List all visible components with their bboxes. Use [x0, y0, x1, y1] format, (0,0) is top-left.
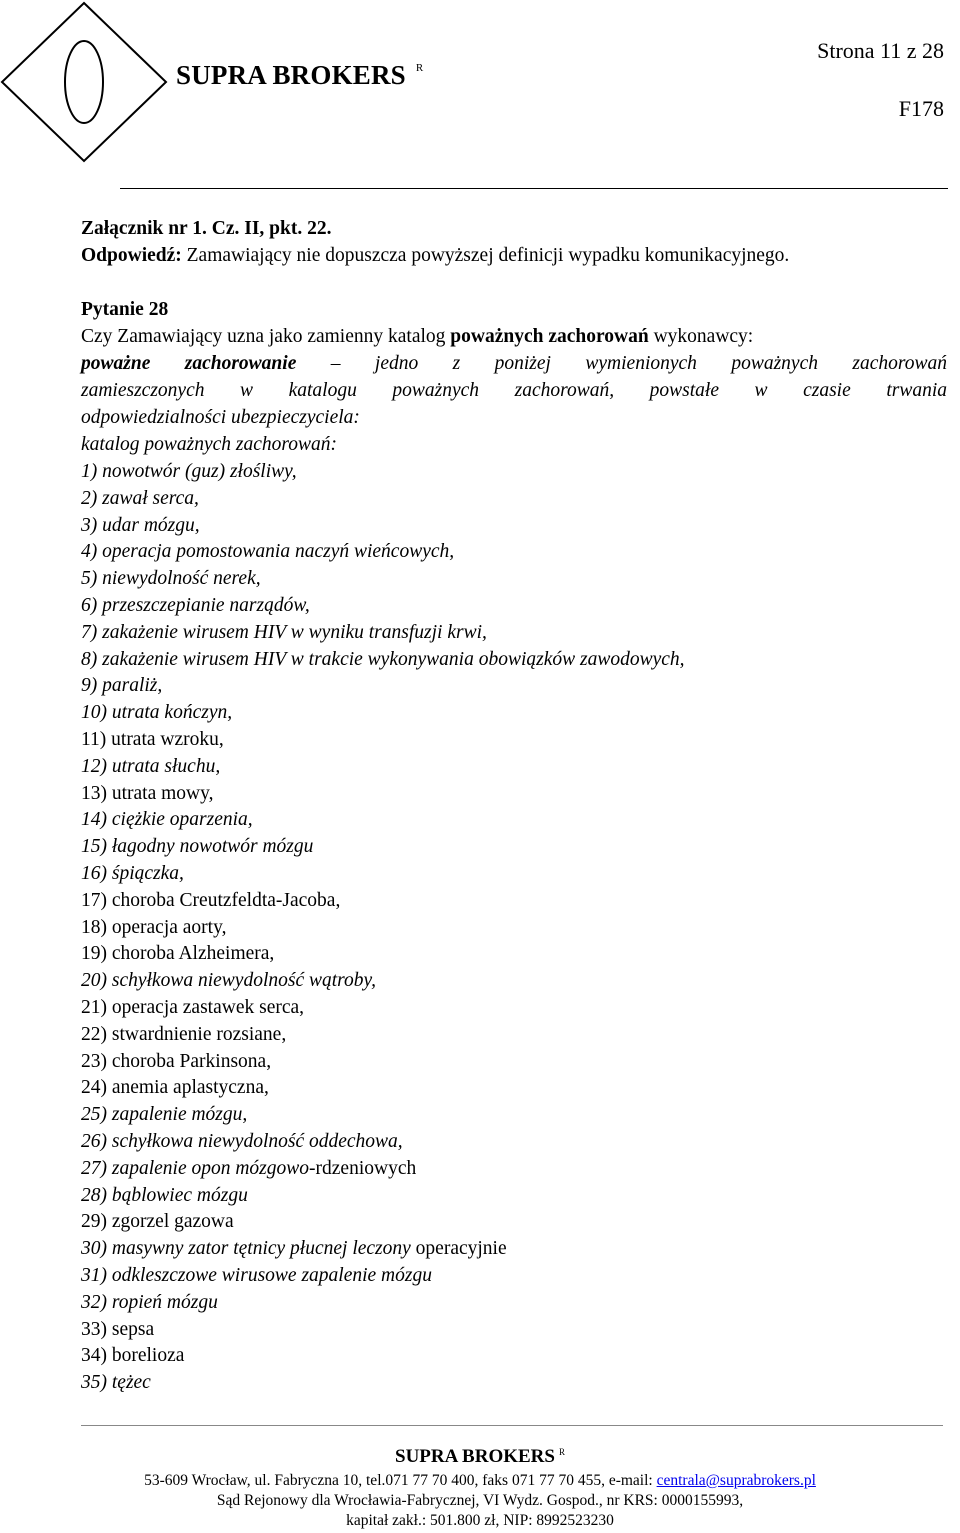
definition-line: poważne zachorowanie – jedno z poniżej wymienionych poważnych zachorowań — [81, 353, 947, 374]
illness-list-item: 1) nowotwór (guz) złośliwy, — [81, 461, 297, 482]
footer-brand: SUPRA BROKERS $^R$ — [395, 1446, 565, 1467]
illness-list-item: 35) tężec — [81, 1372, 151, 1394]
question-intro: Czy Zamawiający uzna jako zamienny katalog poważnych zachorowań wykonawcy: — [81, 326, 754, 347]
supra-brokers-logo — [0, 0, 170, 168]
illness-list-item: 19) choroba Alzheimera, — [81, 943, 275, 965]
footer-address: 53-609 Wrocław, ul. Fabryczna 10, tel.071 77 70 400, faks 071 77 70 455, e-mail: centrala@suprabrokers.pl — [144, 1472, 816, 1489]
answer-label: Odpowiedź: — [81, 245, 182, 266]
illness-list-item: 21) operacja zastawek serca, — [81, 997, 305, 1018]
header-brand: SUPRA BROKERS $^R$ — [176, 60, 424, 90]
question-title: Pytanie 28 — [81, 299, 169, 320]
illness-list-item: 27) zapalenie opon mózgowo-rdzeniowych — [81, 1157, 417, 1179]
illness-list-item: 30) masywny zator tętnicy płucnej leczony operacyjnie — [81, 1238, 507, 1260]
illness-list-item: 2) zawał serca, — [81, 487, 199, 509]
illness-list-item: 16) śpiączka, — [81, 863, 184, 884]
illness-list-item: 20) schyłkowa niewydolność wątroby, — [81, 970, 376, 992]
illness-list-item: 8) zakażenie wirusem HIV w trakcie wykonywania obowiązków zawodowych, — [81, 648, 685, 670]
illness-list-item: 34) borelioza — [81, 1345, 185, 1367]
registered-mark: R — [415, 62, 424, 74]
illness-list-item: 31) odkleszczowe wirusowe zapalenie mózgu — [81, 1265, 432, 1286]
illness-list-item: 26) schyłkowa niewydolność oddechowa, — [81, 1131, 403, 1152]
illness-list-item: 18) operacja aorty, — [81, 916, 227, 938]
illness-list-item: 28) bąblowiec mózgu — [81, 1184, 248, 1206]
footer-court: Sąd Rejonowy dla Wrocławia-Fabrycznej, VI Wydz. Gospod., nr KRS: 0000155993, — [216, 1492, 744, 1509]
page-number: Strona 11 z 28 — [817, 38, 944, 63]
illness-list-item: 7) zakażenie wirusem HIV w wyniku transfuzji krwi, — [81, 621, 487, 643]
document-code: F178 — [898, 96, 944, 121]
definition-line: odpowiedzialności ubezpieczyciela: — [81, 407, 360, 428]
illness-list-item: 32) ropień mózgu — [81, 1291, 218, 1313]
illness-list-item: 5) niewydolność nerek, — [81, 568, 261, 590]
attachment-reference: Załącznik nr 1. Cz. II, pkt. 22. — [81, 218, 332, 239]
illness-list-item: 13) utrata mowy, — [81, 782, 214, 804]
illness-list-item: 23) choroba Parkinsona, — [81, 1050, 272, 1072]
illness-list-item: 6) przeszczepianie narządów, — [81, 595, 310, 616]
illness-list-item: 10) utrata kończyn, — [81, 702, 233, 724]
illness-list-item: 14) ciężkie oparzenia, — [81, 809, 253, 831]
definition-line: zamieszczonych w katalogu poważnych zachorowań, powstałe w czasie trwania — [81, 380, 947, 401]
illness-list-item: 29) zgorzel gazowa — [81, 1211, 234, 1233]
illness-list-item: 3) udar mózgu, — [81, 514, 200, 536]
illness-list-item: 17) choroba Creutzfeldta-Jacoba, — [81, 889, 341, 911]
illness-list-item: 24) anemia aplastyczna, — [81, 1077, 269, 1099]
illness-list-item: 4) operacja pomostowania naczyń wieńcowych, — [81, 541, 455, 563]
illness-list-item: 9) paraliż, — [81, 675, 163, 697]
footer-email-link[interactable]: centrala@suprabrokers.pl — [656, 1472, 816, 1489]
illness-list-item: 15) łagodny nowotwór mózgu — [81, 836, 314, 858]
footer-divider — [81, 1425, 943, 1426]
answer-line — [81, 243, 789, 269]
illness-list-item: 33) sepsa — [81, 1318, 155, 1340]
illness-list-item: 22) stwardnienie rozsiane, — [81, 1023, 287, 1045]
illness-list-item: 12) utrata słuchu, — [81, 755, 221, 777]
illness-list-item: 11) utrata wzroku, — [81, 729, 224, 750]
illness-list-item: 25) zapalenie mózgu, — [81, 1104, 248, 1126]
catalog-label: katalog poważnych zachorowań: — [81, 434, 338, 455]
footer-capital: kapitał zakł.: 501.800 zł, NIP: 8992523230 — [346, 1512, 614, 1529]
header-divider — [120, 188, 948, 189]
answer-text: Zamawiający nie dopuszcza powyższej definicji wypadku komunikacyjnego. — [181, 245, 790, 266]
